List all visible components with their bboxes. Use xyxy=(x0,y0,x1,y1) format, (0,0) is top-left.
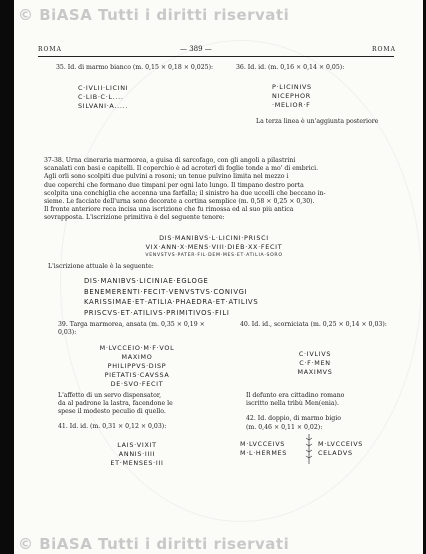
paragraph-line: scanalati con basi e capitelli. Il coperchio è ad acroterî di foglie tonde a mo' di embrici. xyxy=(44,165,319,173)
item-36-note: La terza linea è un'aggiunta posteriore xyxy=(256,118,379,125)
inscription-line: M·L·HERMES xyxy=(240,449,288,457)
item-35-label: 35. Id. di marmo bianco (m. 0,15 × 0,18 × 0,025): xyxy=(56,64,214,71)
item-42-inscription-right xyxy=(318,440,363,458)
item-40-label: 40. Id. id., scorniciata (m. 0,25 × 0,14 × 0,03): xyxy=(240,321,387,328)
inscription-line: VIX·ANN·X·MENS·VIII·DIEB·XX·FECIT xyxy=(145,243,283,251)
inscription-line: BENEMERENTI·FECIT·VENVSTVS·CONIVGI xyxy=(84,287,248,296)
note-line: Il defunto era cittadino romano xyxy=(246,392,345,399)
running-header-left: ROMA xyxy=(38,46,62,53)
inscription-line: M·LVCCEIVS xyxy=(240,440,286,448)
item-42-inscription-left xyxy=(240,440,287,458)
note-line: iscritto nella tribù Men(enia). xyxy=(246,400,339,408)
inscription-line: PHILIPPVS·DISP xyxy=(107,362,167,370)
paragraph-line: due coperchi che formano due timpani per ogni lato lungo. Il timpano destro porta xyxy=(44,181,304,189)
inscription-line: MAXIMO xyxy=(121,353,153,361)
page-number: — 389 — xyxy=(180,45,212,53)
inscription-line: KARISSIMAE·ET·ATILIA·PHAEDRA·ET·ATILIVS xyxy=(84,298,259,306)
inscription-line: C·F·MEN xyxy=(299,359,331,367)
paragraph-line: Agli orli sono scolpiti due pulvini a rosoni; un tenue pulvino limita nel mezzo i xyxy=(44,173,289,181)
note-line: spese il modesto peculio di quello. xyxy=(58,408,166,416)
inscription-actual-intro: L'iscrizione attuale è la seguente: xyxy=(48,263,154,270)
item-40-note xyxy=(246,392,344,408)
inscription-line: P·LICINIVS xyxy=(272,83,312,91)
inscription-line: PIETATIS·CAVSSA xyxy=(104,371,170,379)
paragraph-line: 37-38. Urna cineraria marmorea, a guisa di sarcofago, con gli angoli a pilastrini xyxy=(44,157,296,164)
inscription-line: NICEPHOR xyxy=(272,92,311,100)
inscription-line: C·IVLIVS xyxy=(298,350,332,358)
inscription-line: SILVANI·A..... xyxy=(78,102,129,110)
palm-branch-divider xyxy=(305,434,313,464)
inscription-line: DIS·MANIBVS·LICINIAE·EGLOGE xyxy=(84,277,209,285)
watermark-top: © BiASA Tutti i diritti riservati xyxy=(18,6,290,24)
item-36-label: 36. Id. id. (m. 0,16 × 0,14 × 0,05): xyxy=(236,64,345,71)
item-42-dims: (m. 0,46 × 0,11 × 0,02): xyxy=(246,424,323,431)
note-line: L'affetto di un servo dispensator, xyxy=(58,392,162,399)
inscription-line: C·LIB·C·L.... xyxy=(78,93,124,101)
inscription-line: M·LVCCEIVS xyxy=(318,440,364,448)
items-37-38-description xyxy=(44,157,394,223)
item-42-label: 42. Id. doppio, di marmo bigio xyxy=(246,415,341,422)
scan-border-left xyxy=(0,0,14,554)
item-39-label: 39. Targa marmorea, ansata (m. 0,35 × 0,19 × 0,03): xyxy=(58,321,205,337)
paragraph-line: scolpita una conchiglia che accenna una farfalla; il sinistro ha due uccelli che beccano in- xyxy=(44,189,326,197)
item-39-inscription xyxy=(62,344,212,389)
item-41-inscription xyxy=(62,441,212,468)
item-40-inscription xyxy=(240,350,390,377)
inscription-line: C·IVLII·LICINI xyxy=(78,84,129,92)
inscription-line: MAXIMVS xyxy=(297,368,333,376)
paragraph-line: sovrapposta. L'iscrizione primitiva è del seguente tenore: xyxy=(44,214,225,222)
inscription-line: ET·MENSES·III xyxy=(110,459,164,467)
inscription-actual xyxy=(84,276,344,318)
item-35-inscription xyxy=(78,84,128,111)
inscription-line: ANNIS·IIII xyxy=(118,450,156,458)
paragraph-line: sieme. Le facciate dell'urna sono decorate a cortina semplice (m. 0,58 × 0,25 × 0,30). xyxy=(44,198,315,206)
item-36-inscription xyxy=(272,83,312,110)
item-39-note xyxy=(58,392,173,417)
running-header-right: ROMA xyxy=(372,46,396,53)
item-41-label: 41. Id. id. (m. 0,31 × 0,12 × 0,03): xyxy=(58,423,167,430)
watermark-bottom: © BiASA Tutti i diritti riservati xyxy=(18,535,290,553)
inscription-line: LAIS·VIXIT xyxy=(117,441,157,449)
inscription-line: ·MELIOR·F xyxy=(272,101,311,109)
inscription-line: VENVSTVS·PATER·FIL·DEM·MES·ET·ATILIA·SORO xyxy=(145,253,283,258)
inscription-line: CELADVS xyxy=(318,449,353,457)
inscription-line: M·LVCCEIO·M·F·VOL xyxy=(99,344,175,352)
note-line: da al padrone la lastra, facendone le xyxy=(58,400,173,408)
inscription-line: DE·SVO·FECIT xyxy=(110,380,164,388)
paragraph-line: Il fronte anteriore reca incisa una iscrizione che fu rimossa ed al suo più antica xyxy=(44,206,294,214)
inscription-line: PRISCVS·ET·ATILIVS·PRIMITIVOS·FILI xyxy=(84,308,230,317)
inscription-primitive xyxy=(104,234,324,259)
header-rule xyxy=(38,56,394,57)
inscription-line: DIS·MANIBVS·L·LICINI·PRISCI xyxy=(159,234,269,242)
